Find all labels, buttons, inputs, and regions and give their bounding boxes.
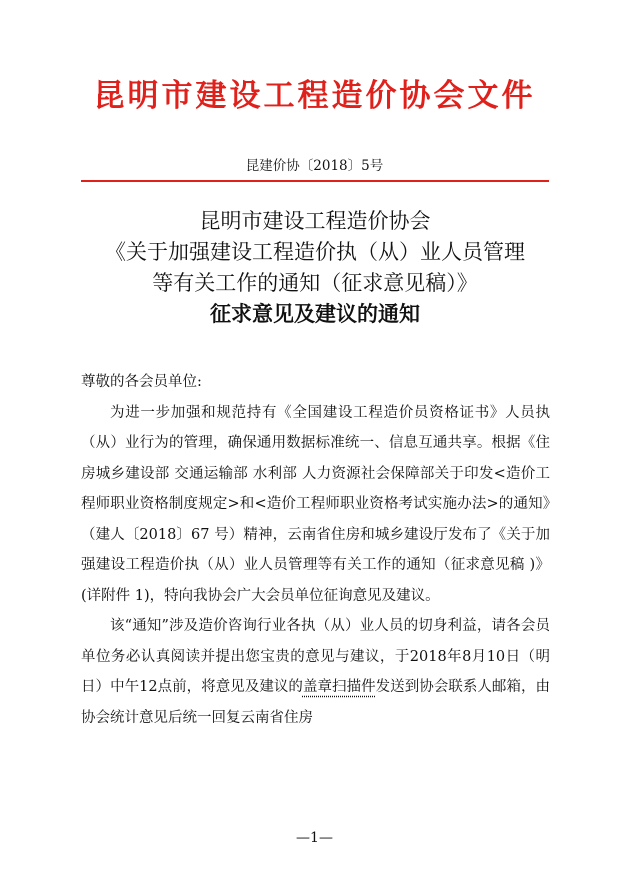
document-title bbox=[60, 206, 570, 330]
emphasized-text: 盖章扫描件 bbox=[302, 679, 376, 695]
body-paragraph: 为进一步加强和规范持有《全国建设工程造价员资格证书》人员执（从）业行为的管理，确保通用数据标准统一、信息互通共享。根据《住房城乡建设部 交通运输部 水利部 人力资源社会保障部关于印发<造价工程师职业资格制度规定>和<造价工程师职业资格考试实施办法>的通知》（建人〔2018〕67 号）精神，云南省住房和城乡建设厅发布了《关于加强建设工程造价执（从）业人员管理等有关工作的通知（征求意见稿 )》(详附件 1)，特向我协会广大会员单位征询意见及建议。 bbox=[81, 404, 550, 604]
title-line: 征求意见及建议的通知 bbox=[210, 302, 420, 326]
salutation: 尊敬的各会员单位: bbox=[81, 374, 202, 390]
masthead-title: 昆明市建设工程造价协会文件 bbox=[93, 78, 536, 114]
title-line: 昆明市建设工程造价协会 bbox=[199, 209, 431, 233]
document-body bbox=[81, 367, 550, 733]
paragraph-text: 该“通知”涉及造价咨询行业各执（从）业人员的切身利益，请各会员单位务必认真阅读并提出您宝贵的意见与建议，于2018年8月10日（明日）中午12点前，将意见及建议的 bbox=[81, 618, 550, 695]
page-number: —1— bbox=[296, 830, 333, 846]
red-divider bbox=[81, 180, 549, 182]
title-line: 等有关工作的通知（征求意见稿）》 bbox=[152, 271, 478, 295]
paragraph-text: 发送到协会联系人邮箱，由协会统计意见后统一回复云南省住房 bbox=[81, 679, 551, 726]
title-line: 《关于加强建设工程造价执（从）业人员管理 bbox=[105, 240, 525, 264]
body-paragraph bbox=[81, 611, 550, 733]
document-number: 昆建价协〔2018〕5号 bbox=[245, 158, 384, 174]
